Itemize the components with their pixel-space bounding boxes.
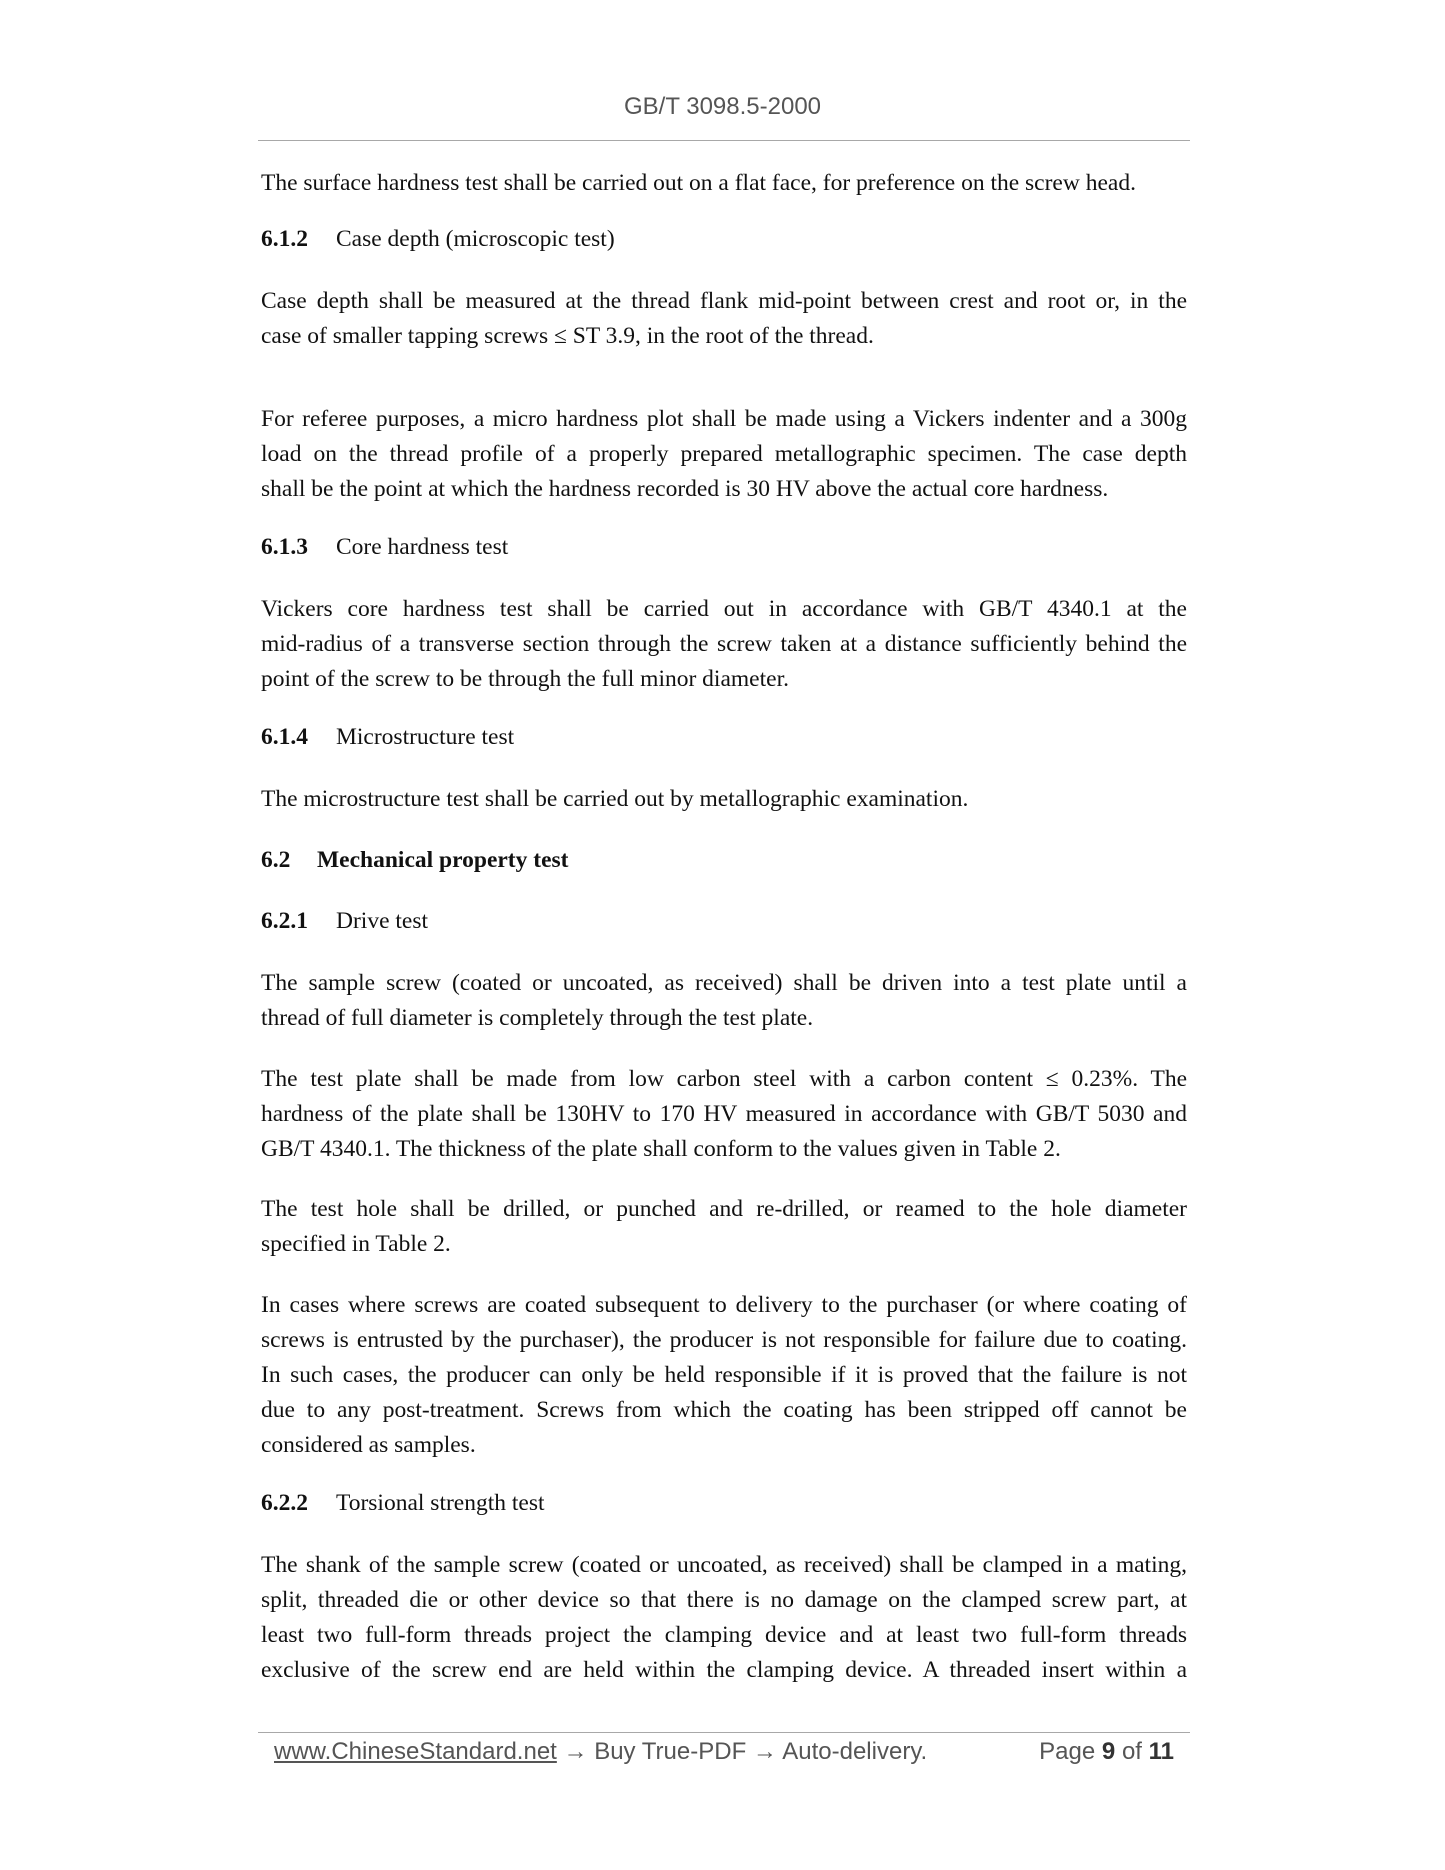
- section-title: Case depth (microscopic test): [336, 226, 615, 252]
- paragraph-referee-purposes: [261, 402, 1187, 507]
- section-number: 6.1.4: [261, 724, 308, 750]
- text-line: exclusive of the screw end are held within the clamping device. A threaded insert within a: [261, 1657, 1187, 1683]
- heading-6-2-1: [261, 904, 428, 939]
- text-line: load on the thread profile of a properly prepared metallographic specimen. The case depth: [261, 441, 1187, 467]
- heading-6-1-2: [261, 222, 615, 257]
- page-total: 11: [1148, 1738, 1174, 1765]
- paragraph-coating: [261, 1288, 1187, 1463]
- text-line: For referee purposes, a micro hardness plot shall be made using a Vickers indenter and a 300g: [261, 406, 1187, 432]
- section-number: 6.1.3: [261, 534, 308, 560]
- section-title: Drive test: [336, 908, 429, 934]
- text-line: specified in Table 2.: [261, 1231, 451, 1257]
- paragraph-torsion: [261, 1548, 1187, 1688]
- text-line: In cases where screws are coated subsequent to delivery to the purchaser (or where coating of: [261, 1292, 1187, 1318]
- paragraph-test-plate: [261, 1062, 1187, 1167]
- arrow-icon: →: [752, 1738, 777, 1765]
- text-line: shall be the point at which the hardness recorded is 30 HV above the actual core hardness.: [261, 476, 1109, 502]
- section-title: Mechanical property test: [317, 847, 569, 873]
- text-line: The test plate shall be made from low carbon steel with a carbon content ≤ 0.23%. The: [261, 1066, 1187, 1092]
- section-title: Core hardness test: [336, 534, 509, 560]
- paragraph-test-hole: [261, 1192, 1187, 1262]
- heading-6-2: [261, 843, 568, 878]
- paragraph-core-hardness: [261, 592, 1187, 697]
- section-title: Microstructure test: [336, 724, 515, 750]
- text-line: The sample screw (coated or uncoated, as received) shall be driven into a test plate until a: [261, 970, 1187, 996]
- footer-rule: [258, 1732, 1190, 1733]
- text-line: Case depth shall be measured at the thread flank mid-point between crest and root or, in the: [261, 288, 1187, 314]
- buy-true-pdf-text: Buy True-PDF: [594, 1738, 747, 1765]
- text-line: thread of full diameter is completely through the test plate.: [261, 1005, 814, 1031]
- text-line: The microstructure test shall be carried out by metallographic examination.: [261, 786, 969, 812]
- of-label: of: [1121, 1738, 1142, 1765]
- section-number: 6.2: [261, 847, 291, 873]
- text-line: screws is entrusted by the purchaser), the producer is not responsible for failure due to coating.: [261, 1327, 1187, 1353]
- text-line: split, threaded die or other device so that there is no damage on the clamped screw part, at: [261, 1587, 1187, 1613]
- section-number: 6.1.2: [261, 226, 308, 252]
- text-line: hardness of the plate shall be 130HV to 170 HV measured in accordance with GB/T 5030 and: [261, 1101, 1187, 1127]
- paragraph-microstructure: [261, 782, 1187, 817]
- website-link[interactable]: www.ChineseStandard.net: [274, 1738, 557, 1765]
- paragraph-case-depth: [261, 284, 1187, 354]
- text-line: considered as samples.: [261, 1432, 476, 1458]
- paragraph-drive-sample: [261, 966, 1187, 1036]
- section-number: 6.2.2: [261, 1490, 308, 1516]
- heading-6-1-3: [261, 530, 508, 565]
- text-line: Vickers core hardness test shall be carried out in accordance with GB/T 4340.1 at the: [261, 596, 1187, 622]
- heading-6-2-2: [261, 1486, 545, 1521]
- text-line: due to any post-treatment. Screws from which the coating has been stripped off cannot be: [261, 1397, 1187, 1423]
- header-rule: [258, 140, 1190, 141]
- text-line: mid-radius of a transverse section through the screw taken at a distance sufficiently behind the: [261, 631, 1187, 657]
- document-id-header: GB/T 3098.5-2000: [623, 93, 822, 120]
- heading-6-1-4: [261, 720, 514, 755]
- page-indicator: [1039, 1735, 1174, 1769]
- section-number: 6.2.1: [261, 908, 308, 934]
- text-line: case of smaller tapping screws ≤ ST 3.9, in the root of the thread.: [261, 323, 874, 349]
- text-line: point of the screw to be through the full minor diameter.: [261, 666, 789, 692]
- page-number: 9: [1101, 1738, 1116, 1765]
- section-title: Torsional strength test: [336, 1490, 545, 1516]
- text-line: The test hole shall be drilled, or punched and re-drilled, or reamed to the hole diameter: [261, 1196, 1187, 1222]
- paragraph-surface-hardness: [261, 166, 1187, 201]
- page-footer: [274, 1735, 1174, 1769]
- text-line: In such cases, the producer can only be held responsible if it is proved that the failure is not: [261, 1362, 1187, 1388]
- text-line: The shank of the sample screw (coated or uncoated, as received) shall be clamped in a mating,: [261, 1552, 1187, 1578]
- page-label: Page: [1039, 1738, 1096, 1765]
- text-line: The surface hardness test shall be carried out on a flat face, for preference on the screw head.: [261, 170, 1136, 196]
- auto-delivery-text: Auto-delivery.: [782, 1738, 928, 1765]
- arrow-icon: →: [563, 1738, 588, 1765]
- text-line: GB/T 4340.1. The thickness of the plate shall conform to the values given in Table 2.: [261, 1136, 1061, 1162]
- text-line: least two full-form threads project the clamping device and at least two full-form threads: [261, 1622, 1187, 1648]
